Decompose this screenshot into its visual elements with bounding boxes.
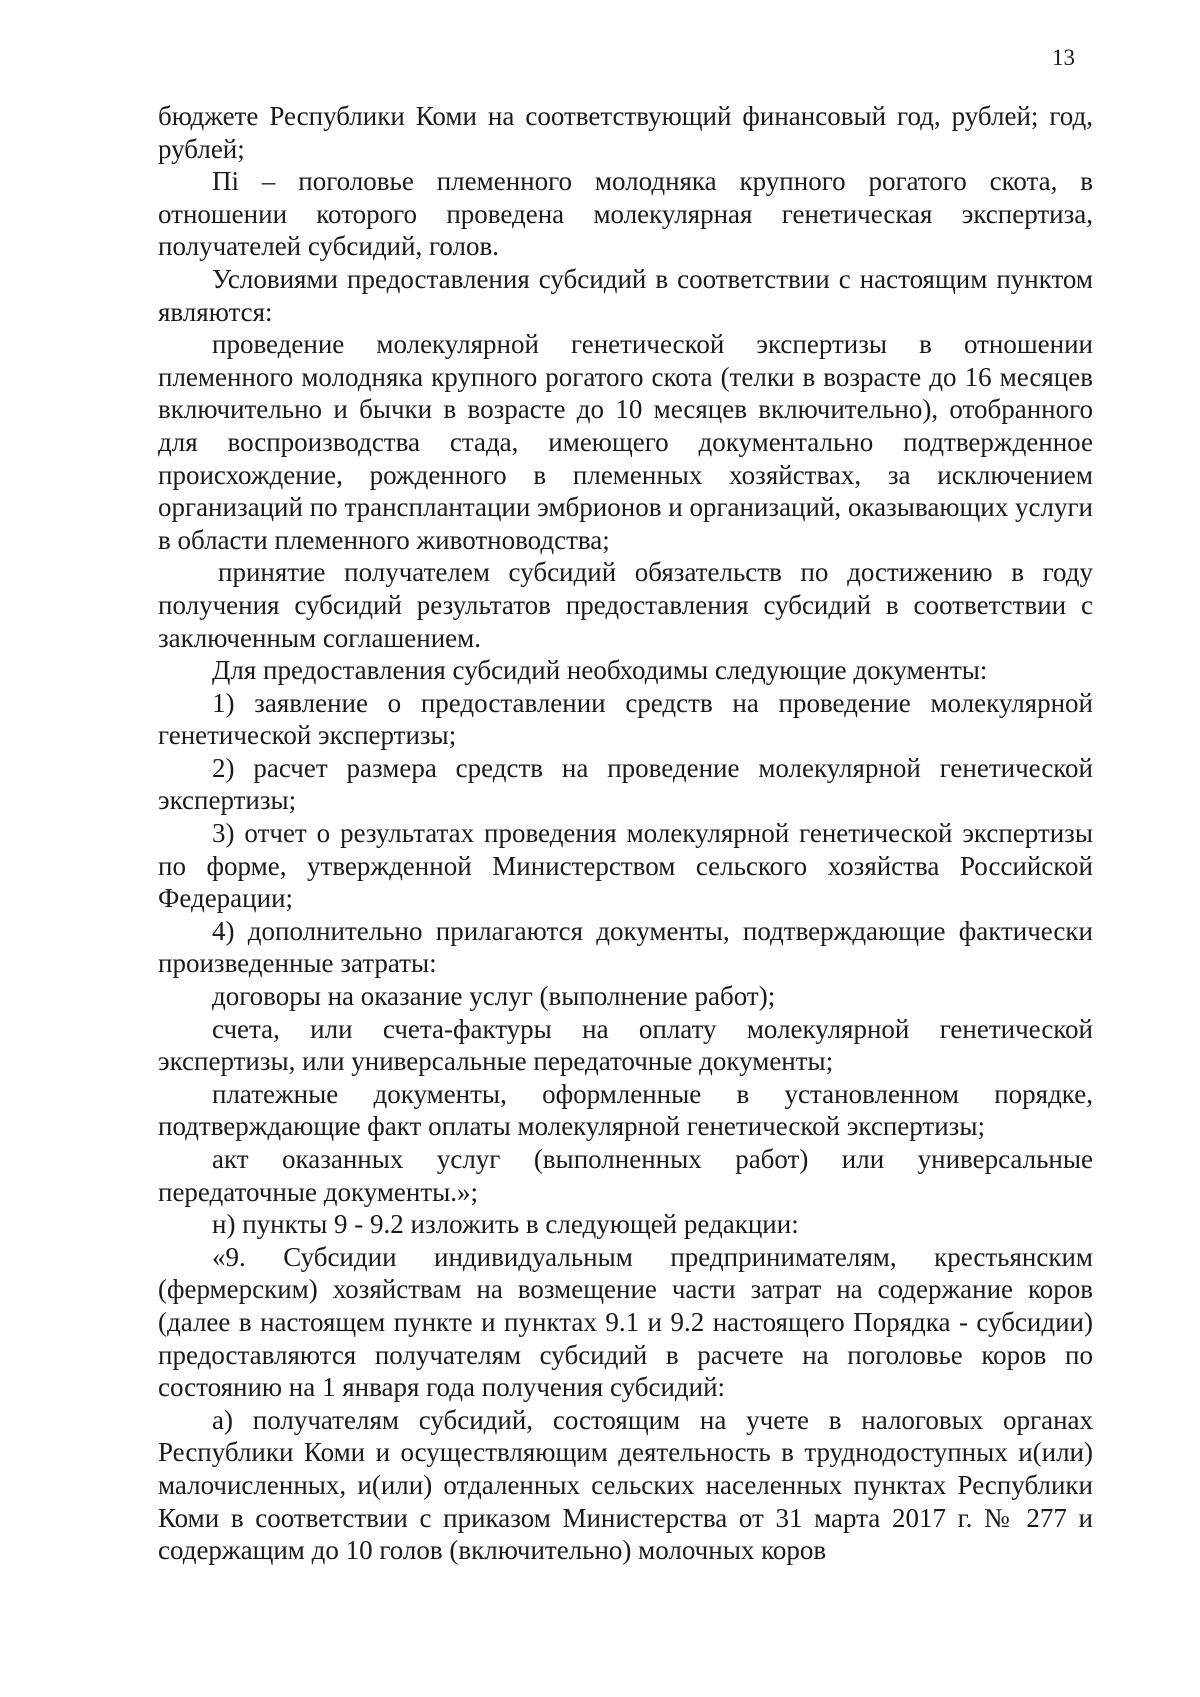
- paragraph-amendment-n: н) пункты 9 - 9.2 изложить в следующей редакции:: [212, 1209, 799, 1240]
- paragraph-contracts: договоры на оказание услуг (выполнение работ);: [212, 981, 776, 1012]
- page-number: 13: [1052, 45, 1075, 70]
- paragraph-budget-continuation: бюджете Республики Коми на соответствующий финансовый год, рублей; год, рублей;: [158, 101, 1093, 164]
- paragraph-document-1: 1) заявление о предоставлении средств на проведение молекулярной генетической экспертизы;: [158, 687, 1093, 751]
- paragraph-invoices: счета, или счета-фактуры на оплату молекулярной генетической экспертизы, или универсальные передаточные документы;: [158, 1013, 1093, 1077]
- document-body: [158, 100, 1093, 1567]
- paragraph-condition-obligations: принятие получателем субсидий обязательств по достижению в году получения субсидий результатов предоставления субсидий в соответствии с заключенным соглашением.: [158, 557, 1093, 653]
- paragraph-condition-expertise: проведение молекулярной генетической экспертизы в отношении племенного молодняка крупного рогатого скота (телки в возрасте до 16 месяцев включительно и бычки в возрасте до 10 месяцев включительно), отобранного для воспроизводства стада, имеющего документально подтвержденное происхождение, рожденного в племенных хозяйствах, за исключением организаций по трансплантации эмбрионов и организаций, оказывающих услуги в области племенного животноводства;: [158, 329, 1093, 555]
- paragraph-acts: акт оказанных услуг (выполненных работ) или универсальные передаточные документы.»;: [158, 1144, 1093, 1207]
- paragraph-pi-definition: Пi – поголовье племенного молодняка крупного рогатого скота, в отношении которого проведена молекулярная генетическая экспертиза, получателей субсидий, голов.: [158, 166, 1093, 262]
- paragraph-clause-9-a: а) получателям субсидий, состоящим на учете в налоговых органах Республики Коми и осуществляющим деятельность в труднодоступных и(или) малочисленных, и(или) отдаленных сельских населенных пунктах Республики Коми в соответствии с приказом Министерства от 31 марта 2017 г. № 277 и содержащим до 10 голов (включительно) молочных коров: [158, 1404, 1093, 1566]
- paragraph-documents-intro: Для предоставления субсидий необходимы следующие документы:: [212, 655, 988, 686]
- paragraph-document-2: 2) расчет размера средств на проведение молекулярной генетической экспертизы;: [158, 752, 1093, 816]
- paragraph-payment-documents: платежные документы, оформленные в установленном порядке, подтверждающие факт оплаты молекулярной генетической экспертизы;: [158, 1078, 1093, 1142]
- paragraph-conditions-intro: Условиями предоставления субсидий в соответствии с настоящим пунктом являются:: [158, 263, 1093, 327]
- paragraph-document-4: 4) дополнительно прилагаются документы, подтверждающие фактически произведенные затраты:: [158, 915, 1093, 979]
- paragraph-document-3: 3) отчет о результатах проведения молекулярной генетической экспертизы по форме, утвержденной Министерством сельского хозяйства Российской Федерации;: [158, 818, 1093, 914]
- paragraph-clause-9: «9. Субсидии индивидуальным предпринимателям, крестьянским (фермерским) хозяйствам на возмещение части затрат на содержание коров (далее в настоящем пункте и пунктах 9.1 и 9.2 настоящего Порядка - субсидии) предоставляются получателям субсидий в расчете на поголовье коров по состоянию на 1 января года получения субсидий:: [158, 1241, 1093, 1403]
